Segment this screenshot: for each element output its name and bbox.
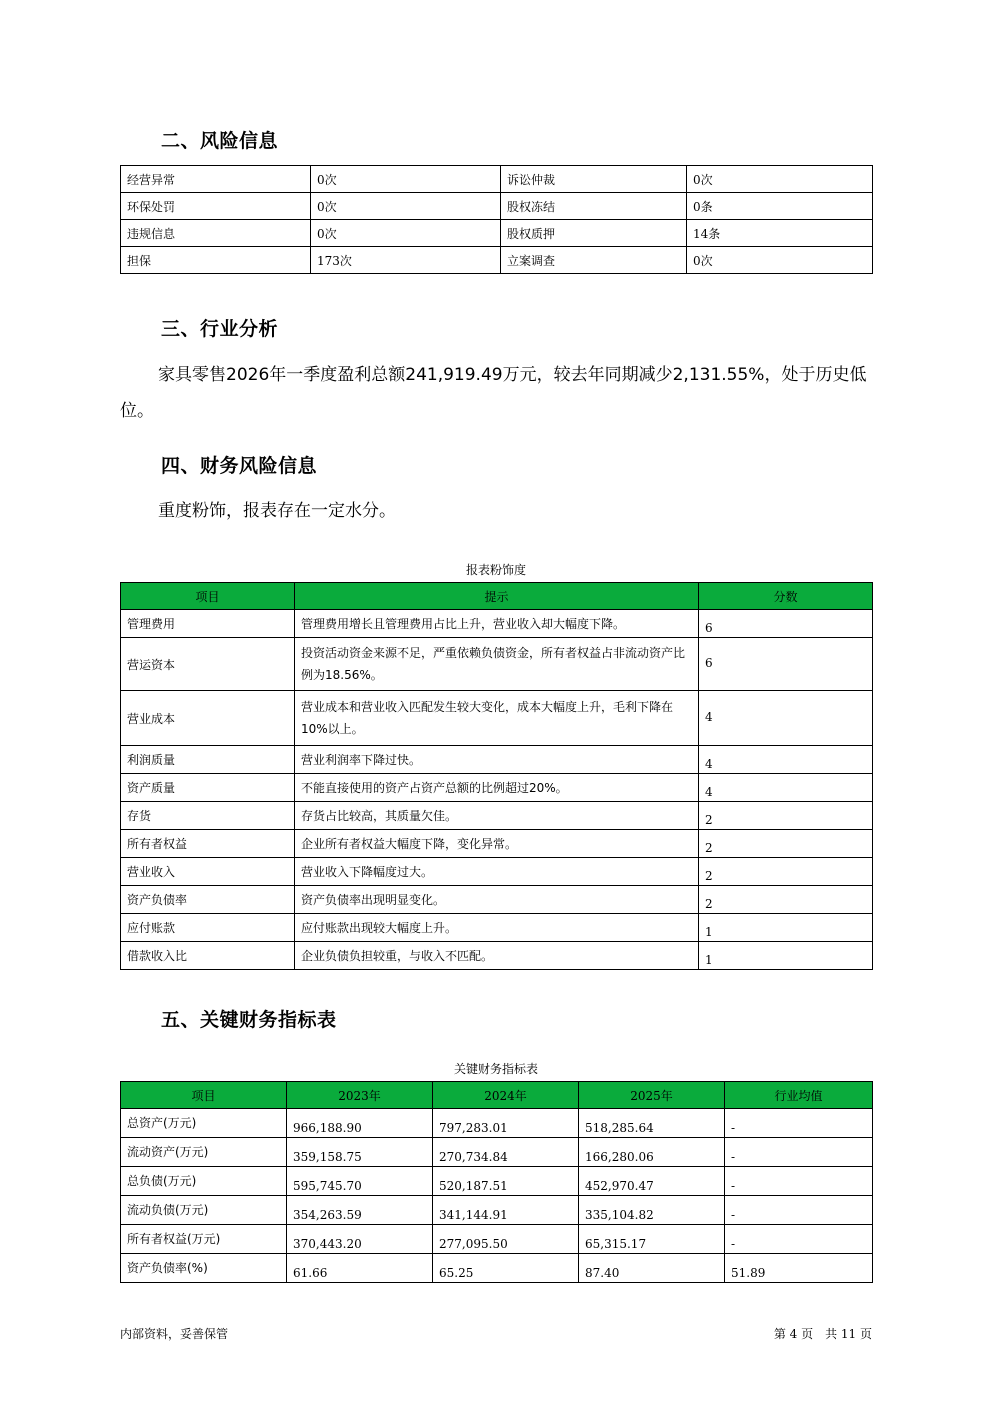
- hint-cell: 企业负债负担较重，与收入不匹配。: [295, 942, 699, 970]
- value-cell: 65,315.17: [579, 1225, 725, 1254]
- value-cell: 370,443.20: [287, 1225, 433, 1254]
- table-row: [121, 247, 873, 274]
- fin-risk-section-title: 四、财务风险信息: [161, 455, 318, 477]
- hint-cell: 应付账款出现较大幅度上升。: [295, 914, 699, 942]
- value-cell: 270,734.84: [433, 1138, 579, 1167]
- column-header: 2023年: [287, 1082, 433, 1109]
- table-row: [121, 1254, 873, 1283]
- key-fin-table: [120, 1081, 873, 1283]
- risk-value: 14条: [687, 220, 873, 247]
- item-cell: 借款收入比: [121, 942, 295, 970]
- value-cell: 61.66: [287, 1254, 433, 1283]
- metric-cell: 总负债(万元): [121, 1167, 287, 1196]
- industry-section-title: 三、行业分析: [161, 318, 279, 340]
- value-cell: 277,095.50: [433, 1225, 579, 1254]
- risk-label: 违规信息: [121, 220, 311, 247]
- table-row: [121, 942, 873, 970]
- score-cell: 4: [699, 691, 873, 746]
- metric-cell: 流动负债(万元): [121, 1196, 287, 1225]
- item-cell: 营业成本: [121, 691, 295, 746]
- hint-cell: 企业所有者权益大幅度下降，变化异常。: [295, 830, 699, 858]
- hint-cell: 投资活动资金来源不足，严重依赖负债资金，所有者权益占非流动资产比例为18.56%。: [295, 638, 699, 691]
- table-row: [121, 220, 873, 247]
- metric-cell: 总资产(万元): [121, 1109, 287, 1138]
- table-row: [121, 886, 873, 914]
- risk-value: 0次: [311, 166, 501, 193]
- table-row: [121, 193, 873, 220]
- item-cell: 营运资本: [121, 638, 295, 691]
- hint-cell: 不能直接使用的资产占资产总额的比例超过20%。: [295, 774, 699, 802]
- table-row: [121, 610, 873, 638]
- value-cell: 966,188.90: [287, 1109, 433, 1138]
- table-row: [121, 166, 873, 193]
- value-cell: 65.25: [433, 1254, 579, 1283]
- table-row: [121, 802, 873, 830]
- risk-value: 0次: [687, 247, 873, 274]
- value-cell: -: [725, 1196, 873, 1225]
- value-cell: 354,263.59: [287, 1196, 433, 1225]
- hint-cell: 存货占比较高，其质量欠佳。: [295, 802, 699, 830]
- table-row: [121, 1196, 873, 1225]
- risk-label: 立案调查: [501, 247, 687, 274]
- key-fin-table-caption: 关键财务指标表: [453, 1062, 538, 1076]
- table-row: [121, 1167, 873, 1196]
- fin-risk-paragraph: 重度粉饰，报表存在一定水分。: [158, 501, 396, 521]
- value-cell: -: [725, 1138, 873, 1167]
- table-row: [121, 774, 873, 802]
- risk-label: 诉讼仲裁: [501, 166, 687, 193]
- embellish-table-caption: 报表粉饰度: [465, 563, 526, 577]
- hint-cell: 管理费用增长且管理费用占比上升，营业收入却大幅度下降。: [295, 610, 699, 638]
- value-cell: 518,285.64: [579, 1109, 725, 1138]
- value-cell: -: [725, 1225, 873, 1254]
- score-cell: 4: [699, 774, 873, 802]
- value-cell: 452,970.47: [579, 1167, 725, 1196]
- value-cell: 341,144.91: [433, 1196, 579, 1225]
- risk-info-table: [120, 165, 873, 274]
- score-cell: 4: [699, 746, 873, 774]
- table-row: [121, 746, 873, 774]
- risk-label: 股权质押: [501, 220, 687, 247]
- column-header: 分数: [699, 583, 873, 610]
- item-cell: 营业收入: [121, 858, 295, 886]
- risk-label: 担保: [121, 247, 311, 274]
- risk-section-title: 二、风险信息: [161, 130, 279, 152]
- key-fin-section-title: 五、关键财务指标表: [161, 1009, 337, 1031]
- column-header: 2024年: [433, 1082, 579, 1109]
- metric-cell: 所有者权益(万元): [121, 1225, 287, 1254]
- value-cell: 359,158.75: [287, 1138, 433, 1167]
- footer-note: 内部资料，妥善保管: [120, 1327, 229, 1341]
- item-cell: 应付账款: [121, 914, 295, 942]
- table-row: [121, 1138, 873, 1167]
- metric-cell: 资产负债率(%): [121, 1254, 287, 1283]
- score-cell: 6: [699, 610, 873, 638]
- hint-cell: 营业收入下降幅度过大。: [295, 858, 699, 886]
- score-cell: 2: [699, 886, 873, 914]
- table-row: [121, 858, 873, 886]
- table-header-row: [121, 583, 873, 610]
- item-cell: 管理费用: [121, 610, 295, 638]
- value-cell: 520,187.51: [433, 1167, 579, 1196]
- table-row: [121, 638, 873, 691]
- item-cell: 资产质量: [121, 774, 295, 802]
- metric-cell: 流动资产(万元): [121, 1138, 287, 1167]
- embellish-table: [120, 582, 873, 970]
- score-cell: 2: [699, 830, 873, 858]
- value-cell: 595,745.70: [287, 1167, 433, 1196]
- hint-cell: 营业成本和营业收入匹配发生较大变化，成本大幅度上升，毛利下降在10%以上。: [295, 691, 699, 746]
- hint-cell: 资产负债率出现明显变化。: [295, 886, 699, 914]
- value-cell: -: [725, 1167, 873, 1196]
- column-header: 行业均值: [725, 1082, 873, 1109]
- item-cell: 存货: [121, 802, 295, 830]
- value-cell: 51.89: [725, 1254, 873, 1283]
- score-cell: 1: [699, 914, 873, 942]
- score-cell: 2: [699, 858, 873, 886]
- table-row: [121, 1109, 873, 1138]
- value-cell: 87.40: [579, 1254, 725, 1283]
- column-header: 提示: [295, 583, 699, 610]
- column-header: 项目: [121, 583, 295, 610]
- hint-cell: 营业利润率下降过快。: [295, 746, 699, 774]
- value-cell: 797,283.01: [433, 1109, 579, 1138]
- table-row: [121, 914, 873, 942]
- column-header: 项目: [121, 1082, 287, 1109]
- score-cell: 6: [699, 638, 873, 691]
- industry-paragraph: 家具零售2026年一季度盈利总额241,919.49万元，较去年同期减少2,131.55%，处于历史低位。: [120, 365, 867, 421]
- value-cell: 166,280.06: [579, 1138, 725, 1167]
- risk-label: 股权冻结: [501, 193, 687, 220]
- risk-value: 173次: [311, 247, 501, 274]
- value-cell: -: [725, 1109, 873, 1138]
- table-row: [121, 830, 873, 858]
- risk-label: 环保处罚: [121, 193, 311, 220]
- item-cell: 利润质量: [121, 746, 295, 774]
- item-cell: 所有者权益: [121, 830, 295, 858]
- score-cell: 1: [699, 942, 873, 970]
- table-row: [121, 691, 873, 746]
- value-cell: 335,104.82: [579, 1196, 725, 1225]
- column-header: 2025年: [579, 1082, 725, 1109]
- table-header-row: [121, 1082, 873, 1109]
- table-row: [121, 1225, 873, 1254]
- item-cell: 资产负债率: [121, 886, 295, 914]
- score-cell: 2: [699, 802, 873, 830]
- risk-value: 0次: [687, 166, 873, 193]
- risk-value: 0次: [311, 220, 501, 247]
- risk-value: 0条: [687, 193, 873, 220]
- page-number: 第 4 页 共 11 页: [773, 1327, 872, 1341]
- risk-label: 经营异常: [121, 166, 311, 193]
- risk-value: 0次: [311, 193, 501, 220]
